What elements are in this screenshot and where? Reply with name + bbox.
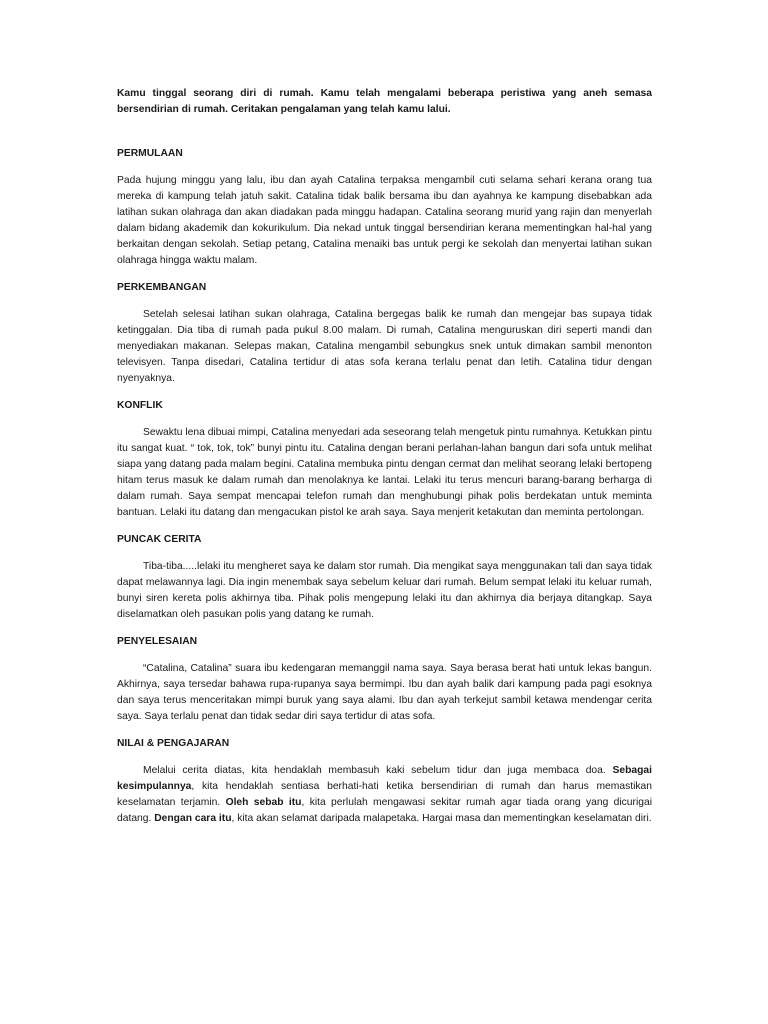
section-heading: NILAI & PENGAJARAN: [117, 738, 230, 749]
section-paragraph: Tiba-tiba.....lelaki itu mengheret saya ke dalam stor rumah. Dia mengikat saya menggunakan tali dan saya tidak dapat melawannya lagi. Dia ingin menembak saya sebelum keluar dari rumah. Belum sempat lelaki itu keluar rumah, bunyi siren kereta polis akhirnya tiba. Pihak polis mengepung lelaki itu dan akhirnya dia berjaya ditangkap. Saya diselamatkan oleh pasukan polis yang datang ke rumah.: [117, 561, 652, 620]
nilai-text-1: Melalui cerita diatas, kita hendaklah membasuh kaki sebelum tidur dan juga membaca doa.: [143, 765, 606, 776]
section-permulaan: [117, 146, 652, 269]
nilai-text-3: , kita perlulah mengawasi sekitar rumah agar tiada orang yang dicurigai datang.: [117, 797, 652, 824]
nilai-bold-1: Sebagai kesimpulannya: [117, 765, 652, 792]
section-puncak-cerita: [117, 532, 652, 623]
nilai-text-2: , kita hendaklah sentiasa berhati-hati ketika bersendirian di rumah dan harus memastikan keselamatan terjamin.: [117, 781, 652, 808]
section-paragraph: “Catalina, Catalina” suara ibu kedengaran memanggil nama saya. Saya berasa berat hati untuk lekas bangun. Akhirnya, saya tersedar bahawa rupa-rupanya saya bermimpi. Ibu dan ayah balik dari kampung pada pagi esoknya dan saya terus menceritakan mimpi buruk yang saya alami. Ibu dan ayah terkejut sambil ketawa mendengar cerita saya. Saya terlalu penat dan tidak sedar diri saya tertidur di atas sofa.: [117, 663, 652, 722]
section-konflik: [117, 398, 652, 521]
section-paragraph: Setelah selesai latihan sukan olahraga, Catalina bergegas balik ke rumah dan mengejar bas supaya tidak ketinggalan. Dia tiba di rumah pada pukul 8.00 malam. Di rumah, Catalina menguruskan diri seperti mandi dan menyediakan makanan. Selepas makan, Catalina mengambil sebungkus snek untuk dimakan sambil menonton televisyen. Tanpa disedari, Catalina tertidur di atas sofa kerana terlalu penat dan letih. Catalina tidur dengan nyenyaknya.: [117, 309, 652, 384]
section-paragraph: [117, 763, 652, 827]
section-heading: PENYELESAIAN: [117, 636, 198, 647]
nilai-text-4: , kita akan selamat daripada malapetaka. Hargai masa dan mementingkan keselamatan diri.: [231, 813, 652, 824]
section-penyelesaian: [117, 634, 652, 725]
section-nilai-pengajaran: [117, 736, 652, 827]
section-heading: PERKEMBANGAN: [117, 282, 207, 293]
nilai-bold-3: Dengan cara itu: [154, 813, 232, 824]
section-heading: KONFLIK: [117, 400, 163, 411]
section-heading: PUNCAK CERITA: [117, 534, 202, 545]
nilai-bold-2: Oleh sebab itu: [225, 797, 302, 808]
section-perkembangan: [117, 280, 652, 387]
section-paragraph: Sewaktu lena dibuai mimpi, Catalina menyedari ada seseorang telah mengetuk pintu rumahnya. Ketukkan pintu itu sangat kuat. “ tok, tok, tok” bunyi pintu itu. Catalina dengan berani perlahan-lahan bangun dari sofa untuk melihat siapa yang datang pada malam begini. Catalina membuka pintu dengan cermat dan melihat seorang lelaki bertopeng hitam terus masuk ke dalam rumah dan menolaknya ke lantai. Lelaki itu terus mencuri barang-barang berharga di dalam rumah. Saya sempat mencapai telefon rumah dan menghubungi pihak polis berdekatan untuk meminta bantuan. Lelaki itu datang dan mengacukan pistol ke arah saya. Saya menjerit ketakutan dan meminta pertolongan.: [117, 427, 652, 518]
section-paragraph: Pada hujung minggu yang lalu, ibu dan ayah Catalina terpaksa mengambil cuti selama sehari kerana orang tua mereka di kampung telah jatuh sakit. Catalina tidak balik bersama ibu dan ayahnya ke kampung disebabkan ada latihan sukan olahraga dan akan diadakan pada minggu hadapan. Catalina seorang murid yang rajin dan menyerlah dalam bidang akademik dan kokurikulum. Dia nekad untuk tinggal bersendirian kerana mementingkan hal-hal yang berkaitan dengan sekolah. Setiap petang, Catalina menaiki bas untuk pergi ke sekolah dan menyertai latihan sukan olahraga hingga waktu malam.: [117, 175, 652, 266]
essay-prompt: Kamu tinggal seorang diri di rumah. Kamu telah mengalami beberapa peristiwa yang aneh semasa bersendirian di rumah. Ceritakan pengalaman yang telah kamu lalui.: [117, 88, 652, 115]
section-heading: PERMULAAN: [117, 148, 183, 159]
essay-page: [117, 86, 652, 838]
